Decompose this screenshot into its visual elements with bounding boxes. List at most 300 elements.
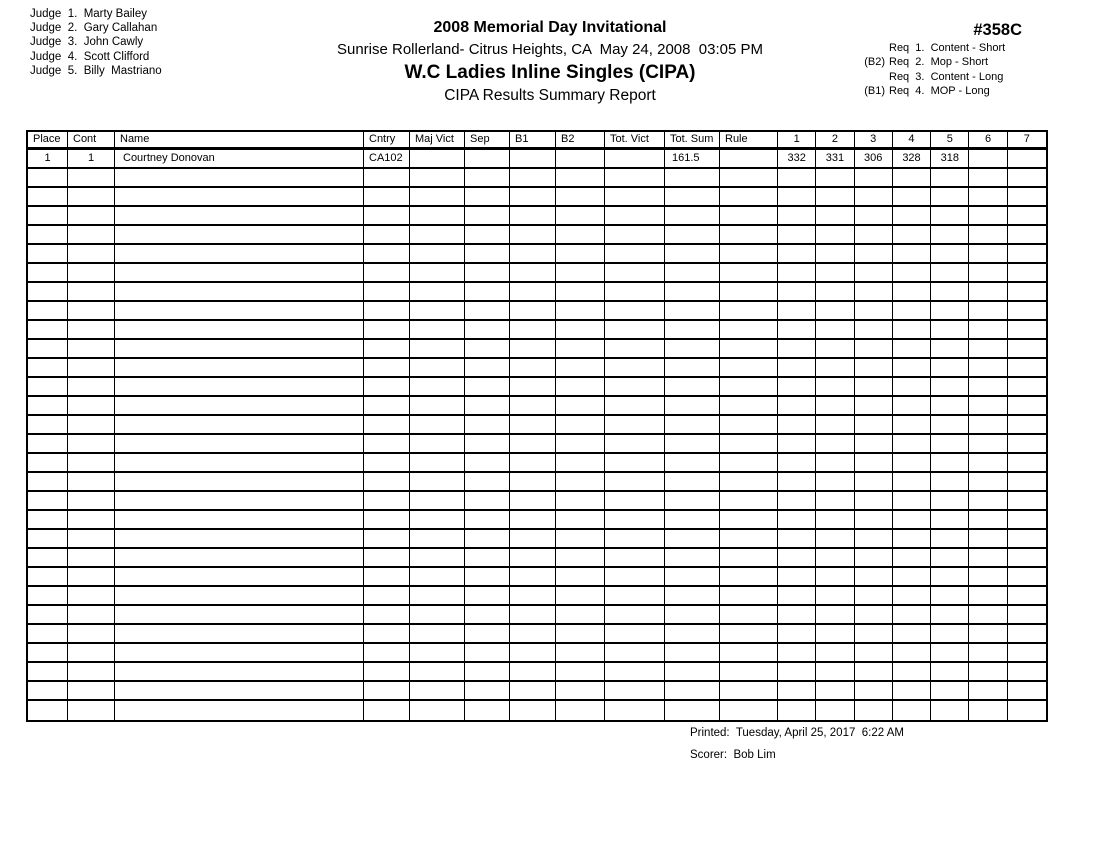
result-cell	[510, 587, 556, 606]
result-cell	[465, 701, 510, 720]
result-cell	[410, 416, 465, 435]
column-header-b2: B2	[556, 132, 605, 150]
result-cell	[510, 454, 556, 473]
result-cell	[816, 169, 854, 188]
result-cell	[510, 169, 556, 188]
result-cell	[720, 283, 778, 302]
result-cell	[855, 283, 893, 302]
result-cell	[720, 416, 778, 435]
result-cell	[510, 568, 556, 587]
result-cell	[556, 663, 605, 682]
result-cell	[855, 568, 893, 587]
result-cell: 1	[28, 150, 68, 169]
result-cell	[605, 150, 665, 169]
result-cell	[720, 150, 778, 169]
result-cell	[720, 663, 778, 682]
result-cell	[364, 511, 410, 530]
result-cell	[893, 283, 931, 302]
result-cell	[28, 283, 68, 302]
result-cell	[893, 245, 931, 264]
result-cell	[115, 644, 364, 663]
requirement-label: Req 3. Content - Long	[889, 70, 1004, 83]
result-cell	[665, 283, 720, 302]
result-cell	[510, 340, 556, 359]
result-cell	[410, 511, 465, 530]
result-cell	[364, 416, 410, 435]
result-cell	[28, 454, 68, 473]
result-cell	[465, 283, 510, 302]
result-cell	[969, 682, 1007, 701]
result-cell	[855, 511, 893, 530]
result-cell	[510, 397, 556, 416]
result-cell	[115, 302, 364, 321]
result-cell	[1008, 283, 1046, 302]
result-cell	[1008, 511, 1046, 530]
result-cell	[1008, 587, 1046, 606]
result-cell	[1008, 454, 1046, 473]
result-cell: 1	[68, 150, 115, 169]
result-cell	[115, 207, 364, 226]
result-cell	[510, 606, 556, 625]
result-cell	[410, 587, 465, 606]
result-cell	[556, 682, 605, 701]
result-cell	[465, 625, 510, 644]
result-cell	[665, 606, 720, 625]
result-cell	[28, 530, 68, 549]
result-cell	[816, 226, 854, 245]
result-cell	[364, 302, 410, 321]
result-cell	[778, 549, 816, 568]
result-cell	[931, 245, 969, 264]
result-cell	[931, 435, 969, 454]
result-cell	[720, 264, 778, 283]
result-cell	[364, 473, 410, 492]
result-cell	[605, 302, 665, 321]
result-cell	[778, 188, 816, 207]
result-cell	[1008, 435, 1046, 454]
result-cell	[778, 359, 816, 378]
result-cell	[465, 644, 510, 663]
result-cell	[115, 473, 364, 492]
result-cell	[510, 188, 556, 207]
result-cell	[410, 682, 465, 701]
result-cell	[931, 378, 969, 397]
result-cell	[969, 378, 1007, 397]
result-cell	[665, 207, 720, 226]
result-cell	[510, 644, 556, 663]
result-cell	[115, 397, 364, 416]
result-cell	[410, 188, 465, 207]
result-cell	[778, 473, 816, 492]
result-cell	[115, 568, 364, 587]
result-cell	[969, 359, 1007, 378]
result-cell	[68, 701, 115, 720]
result-cell	[893, 682, 931, 701]
result-cell	[1008, 302, 1046, 321]
result-cell	[28, 644, 68, 663]
result-cell	[364, 663, 410, 682]
result-cell	[28, 663, 68, 682]
result-cell	[1008, 606, 1046, 625]
result-cell	[931, 188, 969, 207]
result-cell	[556, 587, 605, 606]
result-cell	[364, 568, 410, 587]
result-cell: 332	[778, 150, 816, 169]
result-cell	[816, 549, 854, 568]
result-cell	[778, 492, 816, 511]
result-cell	[816, 378, 854, 397]
result-cell	[778, 606, 816, 625]
result-cell	[665, 302, 720, 321]
column-header-judge-7: 7	[1008, 132, 1046, 150]
result-cell	[556, 397, 605, 416]
result-cell	[893, 473, 931, 492]
result-cell	[931, 625, 969, 644]
result-cell	[931, 397, 969, 416]
result-cell	[931, 606, 969, 625]
result-cell	[364, 188, 410, 207]
result-cell	[778, 169, 816, 188]
result-cell	[510, 530, 556, 549]
result-cell	[665, 530, 720, 549]
result-cell	[893, 492, 931, 511]
result-cell	[28, 587, 68, 606]
result-cell	[720, 207, 778, 226]
requirement-label: Req 4. MOP - Long	[889, 84, 990, 97]
result-cell	[510, 511, 556, 530]
result-cell	[665, 264, 720, 283]
venue-date-line: Sunrise Rollerland- Citrus Heights, CA May 24, 2008 03:05 PM	[336, 41, 764, 58]
result-cell	[605, 701, 665, 720]
result-cell	[465, 245, 510, 264]
result-cell	[364, 492, 410, 511]
result-cell	[969, 264, 1007, 283]
requirements-list	[855, 41, 1005, 98]
result-cell	[665, 625, 720, 644]
result-cell	[1008, 549, 1046, 568]
result-cell	[364, 321, 410, 340]
result-cell	[720, 226, 778, 245]
result-cell	[68, 587, 115, 606]
result-cell	[855, 644, 893, 663]
column-header-judge-3: 3	[855, 132, 893, 150]
result-cell	[410, 606, 465, 625]
result-cell	[68, 340, 115, 359]
result-cell	[855, 359, 893, 378]
result-cell	[68, 302, 115, 321]
result-cell	[605, 378, 665, 397]
result-cell	[931, 701, 969, 720]
result-cell	[364, 644, 410, 663]
result-cell	[605, 283, 665, 302]
result-cell	[665, 359, 720, 378]
result-cell	[720, 188, 778, 207]
result-cell	[556, 644, 605, 663]
result-cell	[510, 625, 556, 644]
result-cell	[465, 302, 510, 321]
result-cell	[855, 701, 893, 720]
result-cell	[893, 568, 931, 587]
result-cell	[115, 416, 364, 435]
result-cell	[364, 245, 410, 264]
event-title: W.C Ladies Inline Singles (CIPA)	[404, 62, 696, 83]
result-cell	[931, 549, 969, 568]
result-cell	[720, 397, 778, 416]
result-cell	[410, 207, 465, 226]
result-cell	[556, 245, 605, 264]
result-cell	[720, 682, 778, 701]
result-cell	[855, 663, 893, 682]
result-cell	[410, 473, 465, 492]
scorer-name: Scorer: Bob Lim	[690, 749, 776, 761]
result-cell	[556, 302, 605, 321]
result-cell	[465, 492, 510, 511]
result-cell	[605, 530, 665, 549]
result-cell	[410, 226, 465, 245]
result-cell	[556, 549, 605, 568]
result-cell	[969, 397, 1007, 416]
result-cell	[465, 150, 510, 169]
result-cell	[510, 682, 556, 701]
result-cell	[465, 682, 510, 701]
result-cell	[68, 226, 115, 245]
result-cell	[605, 207, 665, 226]
result-cell	[364, 625, 410, 644]
result-cell	[364, 207, 410, 226]
result-cell	[893, 359, 931, 378]
result-cell	[410, 150, 465, 169]
result-cell	[364, 397, 410, 416]
result-cell	[556, 530, 605, 549]
result-cell	[816, 701, 854, 720]
result-cell	[410, 435, 465, 454]
result-cell	[1008, 397, 1046, 416]
result-cell	[28, 245, 68, 264]
result-cell: 306	[855, 150, 893, 169]
result-cell	[855, 492, 893, 511]
result-cell	[364, 454, 410, 473]
result-cell	[68, 663, 115, 682]
judge-line: Judge 5. Billy Mastriano	[30, 64, 162, 77]
result-cell	[115, 663, 364, 682]
result-cell	[855, 207, 893, 226]
result-cell: 161.5	[665, 150, 720, 169]
result-cell	[893, 644, 931, 663]
result-cell	[720, 435, 778, 454]
result-cell	[556, 511, 605, 530]
result-cell	[410, 492, 465, 511]
result-cell	[855, 606, 893, 625]
result-cell	[364, 701, 410, 720]
result-cell	[28, 321, 68, 340]
requirement-prefix: (B1)	[864, 84, 885, 97]
result-cell	[665, 378, 720, 397]
result-cell	[605, 454, 665, 473]
result-cell	[665, 416, 720, 435]
result-cell	[68, 644, 115, 663]
result-cell	[969, 511, 1007, 530]
result-cell	[410, 283, 465, 302]
result-cell	[115, 188, 364, 207]
result-cell	[28, 511, 68, 530]
result-cell	[969, 226, 1007, 245]
result-cell	[68, 606, 115, 625]
result-cell	[931, 226, 969, 245]
result-cell	[364, 226, 410, 245]
result-cell	[364, 378, 410, 397]
result-cell	[1008, 359, 1046, 378]
result-cell	[465, 473, 510, 492]
result-cell	[969, 644, 1007, 663]
column-header-judge-5: 5	[931, 132, 969, 150]
result-cell	[720, 530, 778, 549]
result-cell	[1008, 625, 1046, 644]
result-cell	[855, 549, 893, 568]
result-cell	[1008, 473, 1046, 492]
result-cell	[778, 340, 816, 359]
result-cell	[510, 245, 556, 264]
result-cell	[605, 606, 665, 625]
result-cell	[816, 644, 854, 663]
result-cell	[410, 625, 465, 644]
result-cell	[893, 549, 931, 568]
result-cell	[115, 378, 364, 397]
requirement-label: Req 2. Mop - Short	[889, 56, 989, 69]
result-cell	[556, 226, 605, 245]
result-cell	[969, 530, 1007, 549]
column-header-name: Name	[115, 132, 364, 150]
result-cell	[931, 454, 969, 473]
result-cell	[855, 302, 893, 321]
result-cell	[465, 587, 510, 606]
result-cell	[605, 264, 665, 283]
column-header-rule: Rule	[720, 132, 778, 150]
result-cell	[931, 321, 969, 340]
result-cell	[1008, 169, 1046, 188]
result-cell	[410, 302, 465, 321]
result-cell	[115, 530, 364, 549]
result-cell	[720, 169, 778, 188]
result-cell	[816, 321, 854, 340]
result-cell	[720, 359, 778, 378]
result-cell	[931, 473, 969, 492]
result-cell	[893, 587, 931, 606]
result-cell	[665, 701, 720, 720]
result-cell	[465, 435, 510, 454]
result-cell	[816, 492, 854, 511]
result-cell	[510, 473, 556, 492]
result-cell	[465, 397, 510, 416]
column-header-maj-vict: Maj Vict	[410, 132, 465, 150]
judge-line: Judge 2. Gary Callahan	[30, 22, 158, 35]
result-cell	[665, 245, 720, 264]
result-cell	[364, 359, 410, 378]
result-cell	[816, 530, 854, 549]
result-cell	[778, 644, 816, 663]
result-cell	[1008, 701, 1046, 720]
result-cell	[778, 663, 816, 682]
result-cell	[855, 378, 893, 397]
column-header-judge-6: 6	[969, 132, 1007, 150]
result-cell	[1008, 530, 1046, 549]
result-cell	[665, 682, 720, 701]
result-cell	[364, 435, 410, 454]
result-cell	[778, 321, 816, 340]
result-cell	[28, 568, 68, 587]
result-cell	[605, 340, 665, 359]
result-cell	[28, 416, 68, 435]
result-cell	[510, 207, 556, 226]
result-cell	[115, 226, 364, 245]
judge-line: Judge 3. John Cawly	[30, 36, 144, 49]
column-header-cntry: Cntry	[364, 132, 410, 150]
result-cell	[893, 435, 931, 454]
result-cell	[778, 454, 816, 473]
result-cell	[556, 454, 605, 473]
printed-timestamp: Printed: Tuesday, April 25, 2017 6:22 AM	[690, 727, 904, 739]
column-header-b1: B1	[510, 132, 556, 150]
result-cell	[115, 359, 364, 378]
result-cell	[510, 549, 556, 568]
event-number: #358C	[973, 21, 1022, 39]
result-cell	[665, 473, 720, 492]
result-cell	[931, 302, 969, 321]
result-cell	[68, 169, 115, 188]
result-cell	[665, 435, 720, 454]
result-cell: CA102	[364, 150, 410, 169]
result-cell	[605, 245, 665, 264]
result-cell	[1008, 416, 1046, 435]
result-cell	[893, 530, 931, 549]
result-cell	[969, 188, 1007, 207]
result-cell	[115, 169, 364, 188]
result-cell	[465, 549, 510, 568]
result-cell	[665, 226, 720, 245]
result-cell	[605, 549, 665, 568]
requirement-prefix	[855, 70, 885, 84]
result-cell	[816, 264, 854, 283]
result-cell	[410, 454, 465, 473]
result-cell	[665, 169, 720, 188]
result-cell	[465, 663, 510, 682]
result-cell	[778, 511, 816, 530]
result-cell	[893, 606, 931, 625]
result-cell	[510, 416, 556, 435]
result-cell	[1008, 568, 1046, 587]
result-cell	[510, 378, 556, 397]
result-cell	[931, 492, 969, 511]
result-cell	[665, 568, 720, 587]
result-cell: 318	[931, 150, 969, 169]
result-cell	[855, 245, 893, 264]
result-cell	[465, 359, 510, 378]
result-cell	[510, 663, 556, 682]
result-cell	[1008, 644, 1046, 663]
result-cell	[969, 606, 1007, 625]
result-cell	[1008, 321, 1046, 340]
result-cell	[410, 701, 465, 720]
result-cell	[68, 492, 115, 511]
result-cell	[665, 644, 720, 663]
result-cell	[410, 378, 465, 397]
result-cell	[969, 416, 1007, 435]
result-cell	[816, 188, 854, 207]
result-cell	[68, 568, 115, 587]
result-cell	[115, 701, 364, 720]
result-cell	[410, 264, 465, 283]
result-cell	[665, 340, 720, 359]
result-cell	[931, 511, 969, 530]
